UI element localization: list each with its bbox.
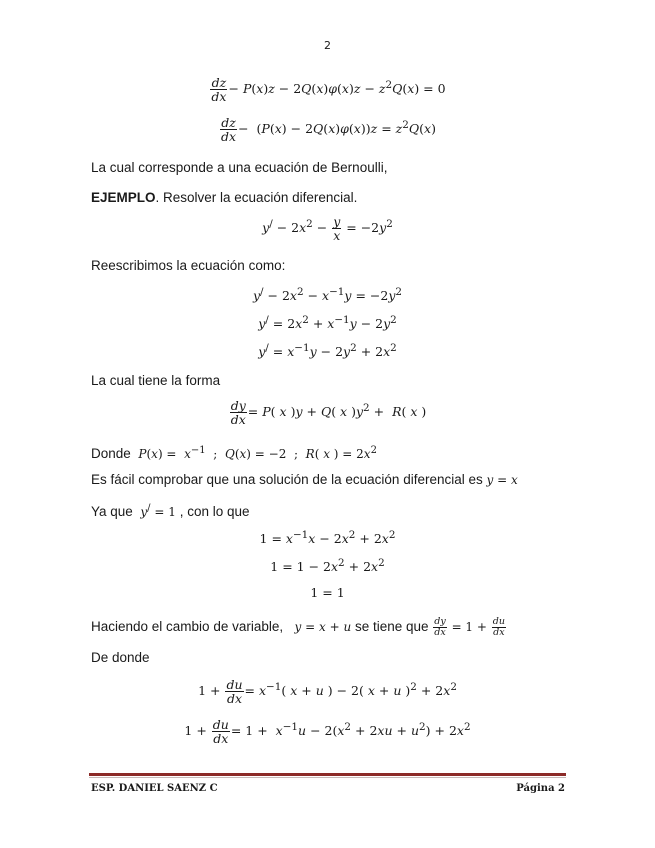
ejemplo-text: . Resolver la ecuación diferencial. [155,190,358,205]
de-donde-text: De donde [91,650,150,665]
ya-que-line: Ya que y/ = 1 , con lo que [91,503,250,519]
example-equation: $y^/ - 2x^2$ − $\frac{y}{x}$ = $-2y^2$ [262,214,393,244]
con-lo-que-text: , con lo que [179,504,250,519]
haciendo-line: Haciendo el cambio de variable, y = x + u se tiene que $\frac{dy}{dx}$ = 1 + $\frac{du}{dx}$ [91,616,505,638]
rewrite-eq-3: $y^/ = x^{-1}y - 2y^2 + 2x^2$ [258,342,397,360]
donde-label: Donde [91,446,131,461]
riccati-form: $\frac{dy}{dx}$ = P( x )y + Q( x )$y^2 + R$( x ) [230,398,427,428]
check-eq-2: $1 = 1 - 2x^2 + 2x^2$ [270,557,385,575]
substitution-eq-1: 1 + $\frac{du}{dx}$ = $x^{-1}$( x + u ) − 2( x + u )$^2 + 2x^2$ [198,677,457,707]
facil-text: Es fácil comprobar que una solución de la ecuación diferencial es [91,472,483,487]
ya-que-text: Ya que [91,504,133,519]
haciendo-text: Haciendo el cambio de variable, [91,618,284,634]
check-eq-1: $1 = x^{-1}x - 2x^2 + 2x^2$ [259,529,396,547]
check-eq-3: 1 = 1 [310,585,345,600]
rewrite-eq-1: $y^/ - 2x^2 - x^{-1}y = -2y^2$ [252,286,403,304]
ejemplo-label: EJEMPLO [91,190,156,205]
bernoulli-text: La cual corresponde a una ecuación de Bernoulli, [91,160,388,175]
donde-line: Donde $P(x) = x^{-1}$ ; Q(x) = −2 ; R( x ) = $2x^2$ [91,445,377,461]
reescribimos-text: Reescribimos la ecuación como: [91,258,286,273]
footer-page-label: Página 2 [516,783,565,794]
se-tiene-text: se tiene que [354,618,429,634]
footer-rule-thin [89,777,566,778]
footer-author: ESP. DANIEL SAENZ C [91,783,218,794]
ejemplo-line [91,189,357,207]
equation-1: $\frac{dz}{dx}$ − $P(x)z - 2Q(x)\varphi(x)z - z^2Q(x) = 0$ [211,75,446,105]
facil-line: Es fácil comprobar que una solución de la ecuación diferencial es y = x [91,472,518,487]
equation-2: $\frac{dz}{dx}$ − $(P(x) - 2Q(x)\varphi(x))z = z^2Q(x)$ [221,115,436,145]
substitution-eq-2: 1 + $\frac{du}{dx}$ = $1 + x^{-1}u - 2(x^2 + 2xu + u^2) + 2x^2$ [184,717,471,747]
forma-text: La cual tiene la forma [91,373,221,388]
page-number: 2 [324,39,331,52]
rewrite-eq-2: $y^/ = 2x^2 + x^{-1}y - 2y^2$ [258,314,397,332]
footer-rule [89,773,566,776]
